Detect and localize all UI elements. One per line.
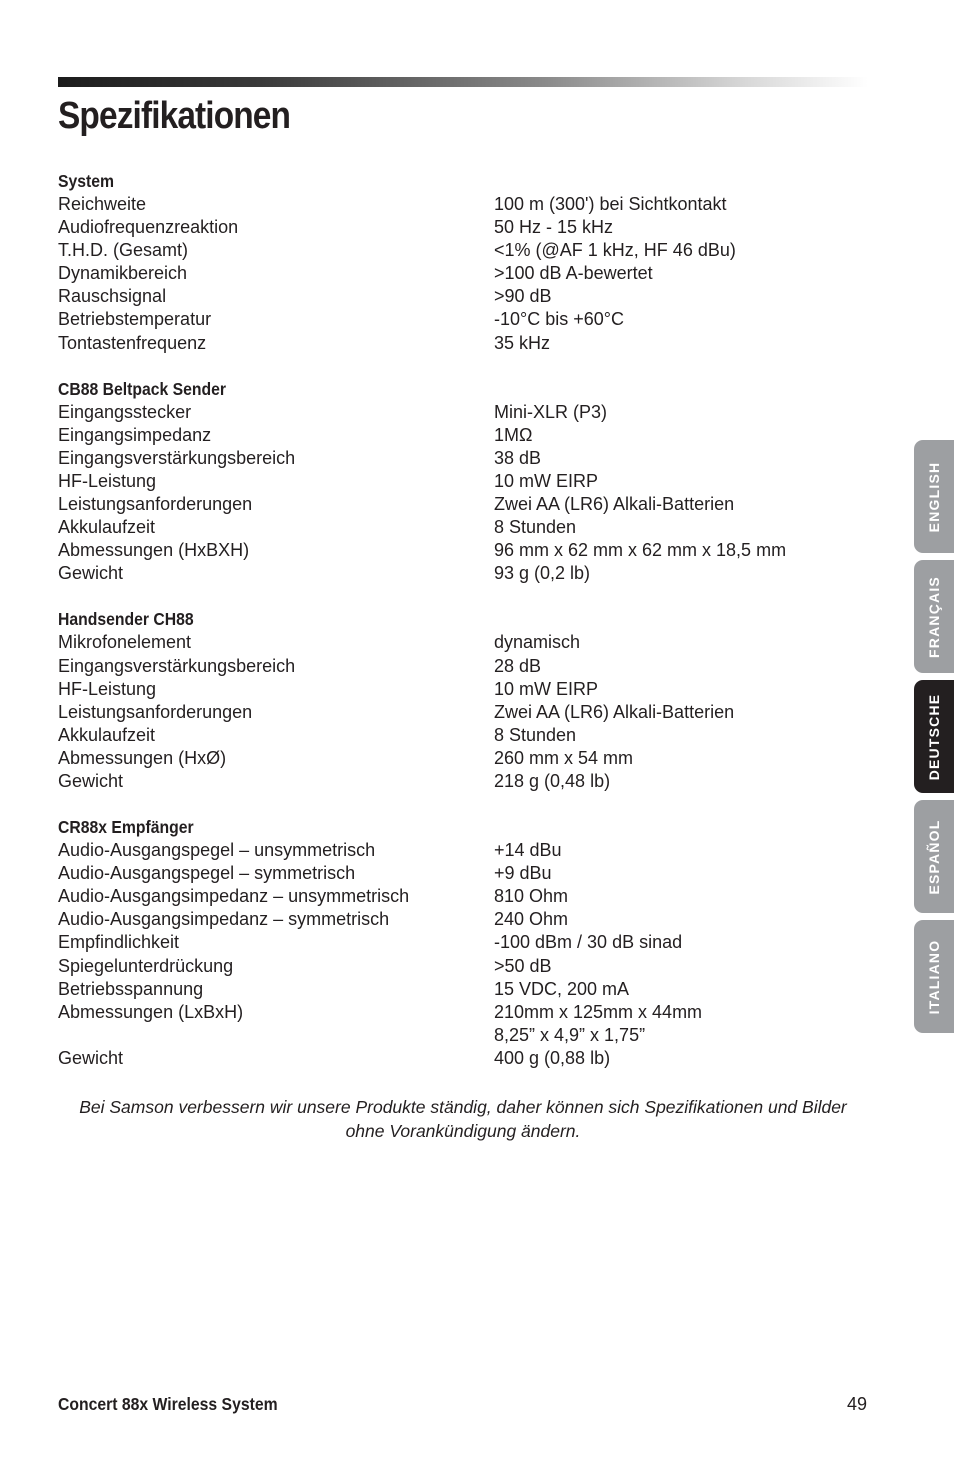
spec-label: Empfindlichkeit bbox=[58, 932, 180, 953]
spec-row bbox=[58, 701, 838, 724]
spec-value: 96 mm x 62 mm x 62 mm x 18,5 mm bbox=[494, 540, 787, 561]
spec-value: 38 dB bbox=[494, 447, 542, 468]
spec-label: Akkulaufzeit bbox=[58, 517, 156, 538]
spec-row bbox=[58, 539, 838, 562]
spec-row bbox=[58, 1024, 838, 1047]
spec-row bbox=[58, 678, 838, 701]
section-heading: Handsender CH88 bbox=[58, 609, 194, 630]
spec-label: Eingangsverstärkungsbereich bbox=[58, 447, 296, 468]
spec-row bbox=[58, 562, 838, 585]
spec-label: Audio-Ausgangspegel – symmetrisch bbox=[58, 863, 356, 884]
spec-section bbox=[58, 378, 838, 586]
spec-label: Audio-Ausgangspegel – unsymmetrisch bbox=[58, 840, 376, 861]
language-tab-label: FRANÇAIS bbox=[926, 575, 942, 658]
language-tab-français[interactable] bbox=[914, 560, 954, 673]
spec-value: 8 Stunden bbox=[494, 517, 577, 538]
spec-label: Akkulaufzeit bbox=[58, 724, 156, 745]
spec-label: Gewicht bbox=[58, 563, 124, 584]
spec-label: Spiegelunterdrückung bbox=[58, 955, 234, 976]
spec-label: Dynamikbereich bbox=[58, 263, 188, 284]
spec-label: HF-Leistung bbox=[58, 470, 157, 491]
spec-value: Mini-XLR (P3) bbox=[494, 401, 608, 422]
spec-row bbox=[58, 239, 838, 262]
spec-value: 8,25” x 4,9” x 1,75” bbox=[494, 1024, 646, 1045]
spec-value: 210mm x 125mm x 44mm bbox=[494, 1001, 703, 1022]
spec-label: Mikrofonelement bbox=[58, 632, 192, 653]
spec-row bbox=[58, 424, 838, 447]
page-title: Spezifikationen bbox=[58, 95, 291, 137]
disclaimer-note: Bei Samson verbessern wir unsere Produkte ständig, daher können sich Spezifikationen und Bilder ohne Vorankündigung ändern. bbox=[79, 1097, 847, 1141]
spec-value: 8 Stunden bbox=[494, 724, 577, 745]
spec-value: Zwei AA (LR6) Alkali-Batterien bbox=[494, 494, 735, 515]
spec-row bbox=[58, 955, 838, 978]
spec-row bbox=[58, 724, 838, 747]
spec-row bbox=[58, 401, 838, 424]
spec-label: Audio-Ausgangsimpedanz – unsymmetrisch bbox=[58, 886, 410, 907]
spec-label: Eingangsimpedanz bbox=[58, 424, 212, 445]
spec-section bbox=[58, 608, 838, 793]
spec-label: Gewicht bbox=[58, 1047, 124, 1068]
spec-row bbox=[58, 931, 838, 954]
section-heading: System bbox=[58, 171, 115, 191]
spec-row bbox=[58, 285, 838, 308]
spec-row bbox=[58, 470, 838, 493]
section-heading: CB88 Beltpack Sender bbox=[58, 378, 227, 399]
language-tab-label: DEUTSCHE bbox=[926, 693, 942, 780]
spec-label: Betriebsspannung bbox=[58, 978, 204, 999]
spec-label: Audio-Ausgangsimpedanz – symmetrisch bbox=[58, 909, 390, 930]
spec-value: Zwei AA (LR6) Alkali-Batterien bbox=[494, 701, 735, 722]
spec-label: Leistungsanforderungen bbox=[58, 494, 253, 515]
spec-row bbox=[58, 908, 838, 931]
spec-value: 400 g (0,88 lb) bbox=[494, 1047, 611, 1068]
spec-row bbox=[58, 193, 838, 216]
spec-label: Audiofrequenzreaktion bbox=[58, 217, 239, 238]
specifications-list bbox=[58, 170, 838, 1093]
spec-label: Reichweite bbox=[58, 194, 147, 214]
language-tab-deutsche[interactable] bbox=[914, 680, 954, 793]
spec-row bbox=[58, 516, 838, 539]
spec-value: >100 dB A-bewertet bbox=[494, 263, 653, 284]
spec-label: T.H.D. (Gesamt) bbox=[58, 240, 189, 261]
language-tab-label: ESPAÑOL bbox=[926, 818, 942, 895]
spec-value: 10 mW EIRP bbox=[494, 470, 599, 491]
spec-row bbox=[58, 308, 838, 331]
spec-label: HF-Leistung bbox=[58, 678, 157, 699]
spec-label: Eingangsverstärkungsbereich bbox=[58, 655, 296, 676]
language-tab-label: ITALIANO bbox=[926, 939, 942, 1014]
spec-row bbox=[58, 978, 838, 1001]
spec-value: >90 dB bbox=[494, 286, 552, 307]
spec-row bbox=[58, 862, 838, 885]
language-tab-español[interactable] bbox=[914, 800, 954, 913]
spec-label: Leistungsanforderungen bbox=[58, 701, 253, 722]
section-heading: CR88x Empfänger bbox=[58, 817, 194, 838]
spec-row bbox=[58, 839, 838, 862]
spec-value: +14 dBu bbox=[494, 840, 562, 861]
spec-row bbox=[58, 1047, 838, 1070]
spec-row bbox=[58, 332, 838, 355]
spec-value: 240 Ohm bbox=[494, 909, 569, 930]
spec-row bbox=[58, 631, 838, 654]
spec-section bbox=[58, 816, 838, 1070]
spec-value: -10°C bis +60°C bbox=[494, 309, 624, 330]
spec-row bbox=[58, 216, 838, 239]
spec-row bbox=[58, 1001, 838, 1024]
spec-label: Abmessungen (HxØ) bbox=[58, 747, 227, 768]
spec-label: Gewicht bbox=[58, 770, 124, 791]
language-tab-italiano[interactable] bbox=[914, 920, 954, 1033]
spec-label: Tontastenfrequenz bbox=[58, 332, 207, 353]
spec-label bbox=[58, 1024, 494, 1047]
spec-value: 93 g (0,2 lb) bbox=[494, 563, 591, 584]
spec-label: Abmessungen (HxBXH) bbox=[58, 540, 250, 561]
spec-label: Betriebstemperatur bbox=[58, 309, 212, 330]
spec-value: 100 m (300') bei Sichtkontakt bbox=[494, 194, 727, 214]
spec-value: 1MΩ bbox=[494, 424, 533, 445]
spec-value: 10 mW EIRP bbox=[494, 678, 599, 699]
spec-section bbox=[58, 170, 838, 355]
page-number: 49 bbox=[846, 1394, 867, 1414]
spec-value: 28 dB bbox=[494, 655, 542, 676]
footer-product-name: Concert 88x Wireless System bbox=[58, 1394, 278, 1414]
spec-value: 50 Hz - 15 kHz bbox=[494, 217, 614, 238]
spec-value: >50 dB bbox=[494, 955, 552, 976]
spec-value: +9 dBu bbox=[494, 863, 552, 884]
spec-value: <1% (@AF 1 kHz, HF 46 dBu) bbox=[494, 240, 736, 261]
spec-value: 35 kHz bbox=[494, 332, 551, 353]
spec-value: 260 mm x 54 mm bbox=[494, 747, 634, 768]
spec-label: Rauschsignal bbox=[58, 286, 167, 307]
spec-row bbox=[58, 655, 838, 678]
spec-value: 218 g (0,48 lb) bbox=[494, 770, 611, 791]
spec-value: 810 Ohm bbox=[494, 886, 569, 907]
spec-row bbox=[58, 447, 838, 470]
spec-value: -100 dBm / 30 dB sinad bbox=[494, 932, 683, 953]
language-tab-english[interactable] bbox=[914, 440, 954, 553]
spec-value: 15 VDC, 200 mA bbox=[494, 978, 630, 999]
spec-value: dynamisch bbox=[494, 632, 581, 653]
spec-label: Abmessungen (LxBxH) bbox=[58, 1001, 244, 1022]
language-tab-label: ENGLISH bbox=[926, 461, 942, 532]
spec-row bbox=[58, 885, 838, 908]
spec-row bbox=[58, 747, 838, 770]
spec-row bbox=[58, 262, 838, 285]
spec-row bbox=[58, 493, 838, 516]
spec-row bbox=[58, 770, 838, 793]
language-tabs bbox=[914, 440, 954, 1040]
spec-label: Eingangsstecker bbox=[58, 401, 192, 422]
header-gradient-bar bbox=[58, 77, 868, 87]
